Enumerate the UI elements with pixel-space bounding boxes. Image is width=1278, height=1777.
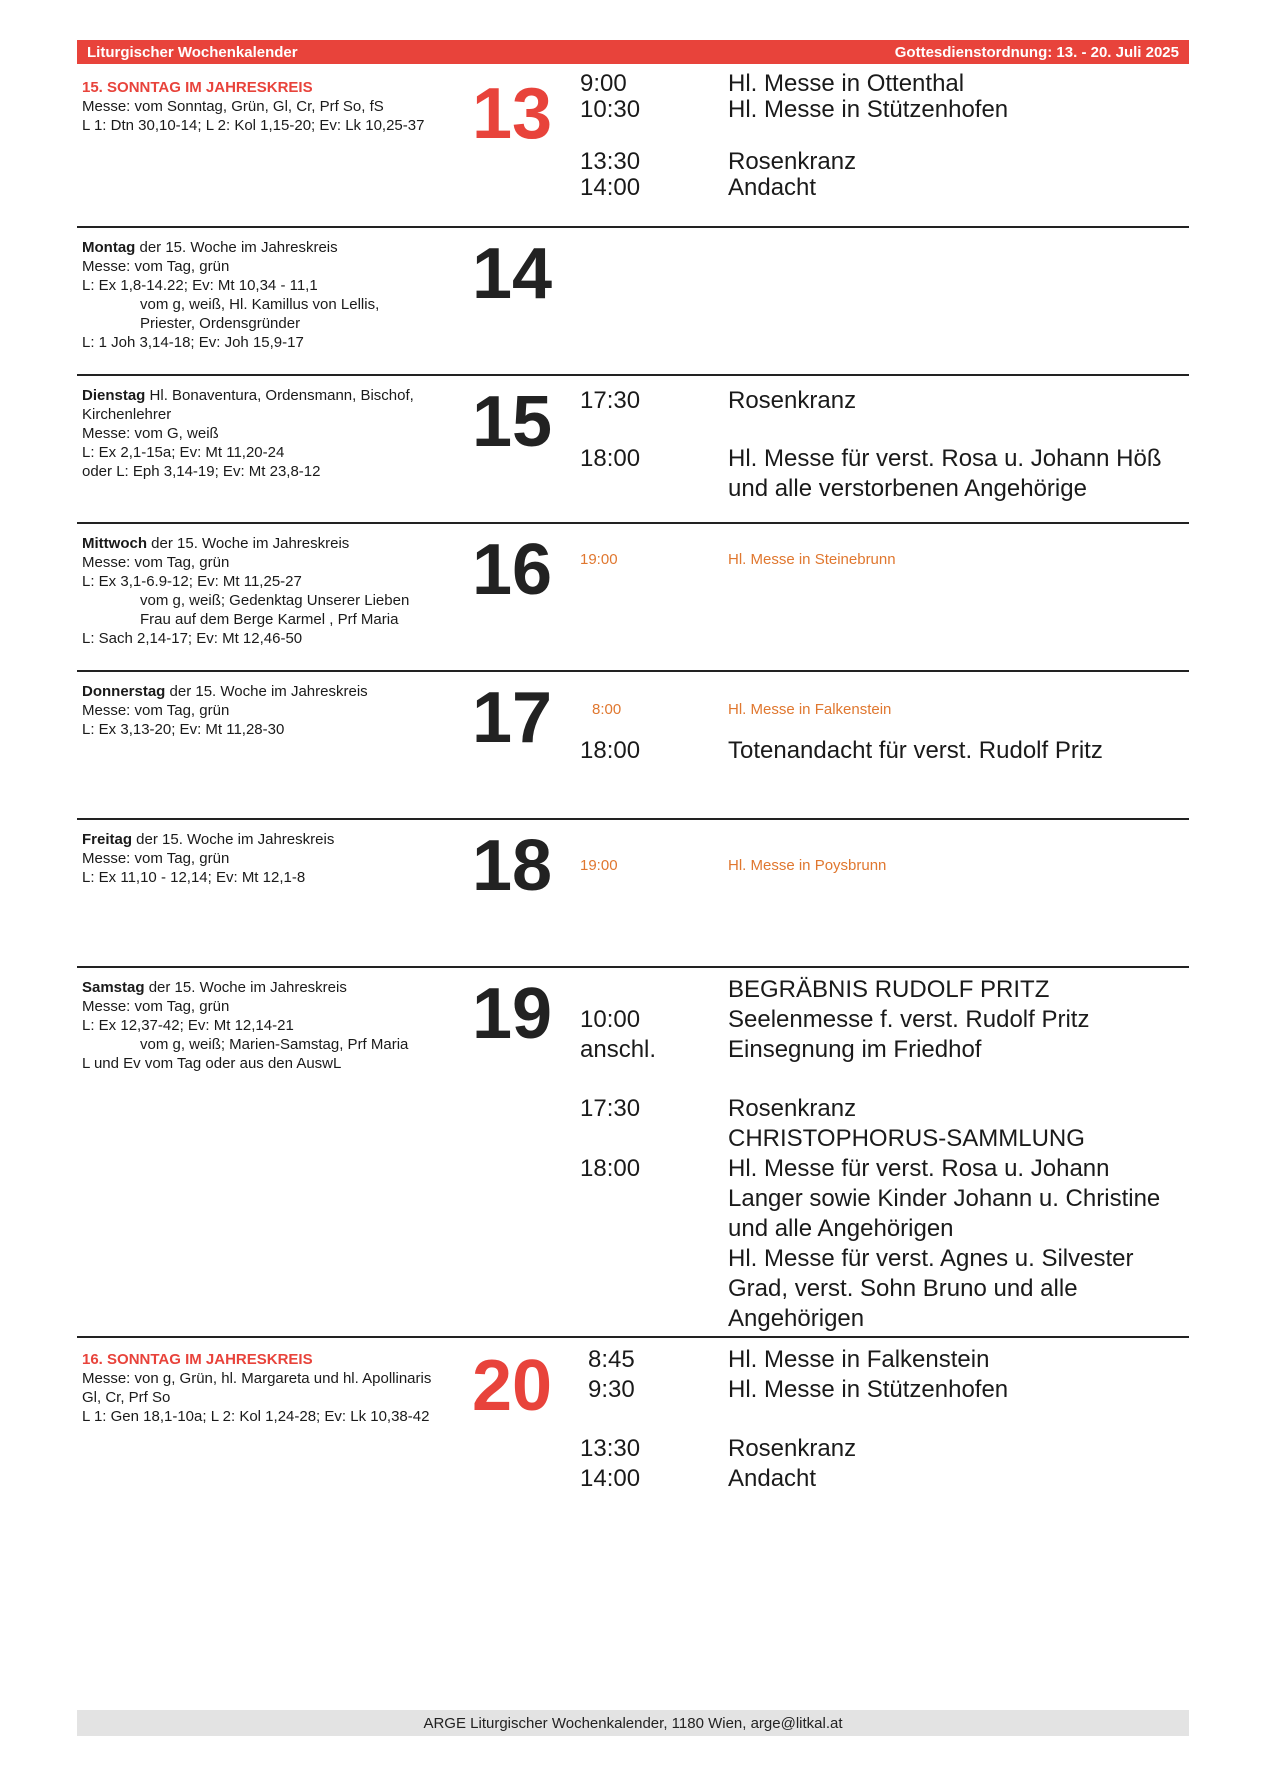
entry-text: Einsegnung im Friedhof bbox=[728, 1036, 982, 1063]
day-info-line: Messe: vom G, weiß bbox=[82, 425, 219, 442]
day-info-line: L: Ex 12,37-42; Ev: Mt 12,14-21 bbox=[82, 1017, 294, 1034]
entry-time: 19:00 bbox=[580, 857, 618, 874]
day-info-line: L 1: Dtn 30,10-14; L 2: Kol 1,15-20; Ev: Lk 10,25-37 bbox=[82, 117, 425, 134]
entry-time: 13:30 bbox=[580, 148, 641, 175]
day-info-line: Montag der 15. Woche im Jahreskreis bbox=[82, 239, 338, 256]
day-info-line: Messe: vom Tag, grün bbox=[82, 998, 230, 1015]
day-number: 20 bbox=[472, 1346, 553, 1426]
day-info-line: vom g, weiß; Gedenktag Unserer Lieben bbox=[140, 592, 410, 609]
day-info-line: Samstag der 15. Woche im Jahreskreis bbox=[82, 979, 347, 996]
day-title: Montag bbox=[82, 239, 136, 256]
entry-text: Rosenkranz bbox=[728, 387, 857, 414]
day-title: 16. SONNTAG IM JAHRESKREIS bbox=[82, 1351, 313, 1368]
day-info-line: Donnerstag der 15. Woche im Jahreskreis bbox=[82, 683, 368, 700]
day-info-line: Messe: vom Tag, grün bbox=[82, 554, 230, 571]
entry-time: 8:45 bbox=[588, 1346, 635, 1373]
day-info-line: Messe: vom Sonntag, Grün, Gl, Cr, Prf So, fS bbox=[82, 98, 384, 115]
day-info-line: vom g, weiß, Hl. Kamillus von Lellis, bbox=[140, 296, 380, 313]
day-info-line: L: Ex 3,1-6.9-12; Ev: Mt 11,25-27 bbox=[82, 573, 302, 590]
day-info bbox=[82, 830, 462, 887]
day-title: Freitag bbox=[82, 831, 133, 848]
day-number: 13 bbox=[472, 74, 553, 154]
entry-time: 18:00 bbox=[580, 445, 641, 472]
day-number: 14 bbox=[472, 234, 553, 314]
day-number: 19 bbox=[472, 974, 553, 1054]
day-info bbox=[82, 1350, 462, 1426]
day-divider bbox=[77, 522, 1189, 524]
day-info-line: L: Ex 11,10 - 12,14; Ev: Mt 12,1-8 bbox=[82, 869, 306, 886]
entry-time: 13:30 bbox=[580, 1435, 641, 1462]
entry-time: 18:00 bbox=[580, 737, 641, 764]
entry-text: Hl. Messe in Stützenhofen bbox=[728, 96, 1009, 123]
entry-time: 19:00 bbox=[580, 551, 618, 568]
day-divider bbox=[77, 1336, 1189, 1338]
day-16 bbox=[77, 530, 1189, 664]
day-divider bbox=[77, 818, 1189, 820]
header-right-title: Gottesdienstordnung: 13. - 20. Juli 2025 bbox=[894, 43, 1179, 61]
entry-text: Rosenkranz bbox=[728, 148, 857, 175]
entry-text: Andacht bbox=[728, 174, 817, 201]
day-info-line: Messe: vom Tag, grün bbox=[82, 702, 230, 719]
entry-text: Hl. Messe für verst. Rosa u. Johann bbox=[728, 1155, 1110, 1182]
day-number: 17 bbox=[472, 678, 553, 758]
day-info-line: L: 1 Joh 3,14-18; Ev: Joh 15,9-17 bbox=[82, 334, 304, 351]
entry-text: Hl. Messe in Falkenstein bbox=[728, 1346, 990, 1373]
day-info-line: L: Ex 2,1-15a; Ev: Mt 11,20-24 bbox=[82, 444, 285, 461]
entry-text: Totenandacht für verst. Rudolf Pritz bbox=[728, 737, 1103, 764]
day-info-line: L: Ex 1,8-14.22; Ev: Mt 10,34 - 11,1 bbox=[82, 277, 318, 294]
entry-text: Hl. Messe in Stützenhofen bbox=[728, 1376, 1009, 1403]
day-info-line: Messe: vom Tag, grün bbox=[82, 850, 230, 867]
entry-text: Hl. Messe in Falkenstein bbox=[728, 701, 892, 718]
entry-time: 9:00 bbox=[580, 70, 627, 97]
day-title: Donnerstag bbox=[82, 683, 166, 700]
entry-time: 10:30 bbox=[580, 96, 641, 123]
day-19 bbox=[77, 974, 1189, 1338]
entry-text: Andacht bbox=[728, 1465, 817, 1492]
entry-time: 17:30 bbox=[580, 387, 641, 414]
entry-text: Hl. Messe in Steinebrunn bbox=[728, 551, 896, 568]
entry-text: CHRISTOPHORUS-SAMMLUNG bbox=[728, 1125, 1085, 1152]
footer-bar bbox=[77, 1710, 1189, 1736]
day-15 bbox=[77, 382, 1189, 516]
day-divider bbox=[77, 966, 1189, 968]
day-info-line: Gl, Cr, Prf So bbox=[82, 1389, 171, 1406]
entry-text: Hl. Messe in Ottenthal bbox=[728, 70, 965, 97]
entry-text: und alle verstorbenen Angehörige bbox=[728, 475, 1087, 502]
entry-time: 17:30 bbox=[580, 1095, 641, 1122]
entry-text: und alle Angehörigen bbox=[728, 1215, 954, 1242]
day-info-line: Messe: von g, Grün, hl. Margareta und hl. Apollinaris bbox=[82, 1370, 432, 1387]
entry-time: 8:00 bbox=[592, 701, 622, 718]
day-divider bbox=[77, 374, 1189, 376]
day-14 bbox=[77, 234, 1189, 368]
entry-time: 9:30 bbox=[588, 1376, 635, 1403]
entry-time: 18:00 bbox=[580, 1155, 641, 1182]
day-info-line: vom g, weiß; Marien-Samstag, Prf Maria bbox=[140, 1036, 409, 1053]
day-info-line: Kirchenlehrer bbox=[82, 406, 172, 423]
entry-text: Grad, verst. Sohn Bruno und alle bbox=[728, 1275, 1078, 1302]
day-number: 16 bbox=[472, 530, 553, 610]
entry-time: 14:00 bbox=[580, 1465, 641, 1492]
entry-text: Angehörigen bbox=[728, 1305, 865, 1332]
day-info-line: Frau auf dem Berge Karmel , Prf Maria bbox=[140, 611, 399, 628]
day-title: Samstag bbox=[82, 979, 145, 996]
day-info-line: L: Ex 3,13-20; Ev: Mt 11,28-30 bbox=[82, 721, 285, 738]
day-number: 15 bbox=[472, 382, 553, 462]
day-info bbox=[82, 534, 462, 648]
day-info-line: L und Ev vom Tag oder aus den AuswL bbox=[82, 1055, 342, 1072]
day-13 bbox=[77, 70, 1189, 202]
entry-text: Hl. Messe in Poysbrunn bbox=[728, 857, 887, 874]
day-divider bbox=[77, 670, 1189, 672]
day-18 bbox=[77, 826, 1189, 960]
entry-time: 14:00 bbox=[580, 174, 641, 201]
day-info-line: Mittwoch der 15. Woche im Jahreskreis bbox=[82, 535, 350, 552]
entry-text: Hl. Messe für verst. Agnes u. Silvester bbox=[728, 1245, 1134, 1272]
day-info-line: Dienstag Hl. Bonaventura, Ordensmann, Bischof, bbox=[82, 387, 414, 404]
day-20 bbox=[77, 1346, 1189, 1500]
entry-text: Rosenkranz bbox=[728, 1435, 857, 1462]
header-left-title: Liturgischer Wochenkalender bbox=[87, 43, 298, 61]
day-17 bbox=[77, 678, 1189, 812]
day-info bbox=[82, 978, 462, 1073]
entry-text: Hl. Messe für verst. Rosa u. Johann Höß bbox=[728, 445, 1162, 472]
day-info-line: L: Sach 2,14-17; Ev: Mt 12,46-50 bbox=[82, 630, 303, 647]
header-bar bbox=[77, 40, 1189, 64]
day-title: Mittwoch bbox=[82, 535, 147, 552]
day-info bbox=[82, 78, 462, 135]
day-number: 18 bbox=[472, 826, 553, 906]
day-info-line: Freitag der 15. Woche im Jahreskreis bbox=[82, 831, 335, 848]
day-title: Dienstag bbox=[82, 387, 146, 404]
entry-time: 10:00 bbox=[580, 1006, 641, 1033]
entry-text: Rosenkranz bbox=[728, 1095, 857, 1122]
entry-text: Seelenmesse f. verst. Rudolf Pritz bbox=[728, 1006, 1090, 1033]
day-divider bbox=[77, 226, 1189, 228]
entry-text: BEGRÄBNIS RUDOLF PRITZ bbox=[728, 976, 1050, 1003]
footer-text: ARGE Liturgischer Wochenkalender, 1180 Wien, arge@litkal.at bbox=[423, 1714, 843, 1732]
day-info-line: Messe: vom Tag, grün bbox=[82, 258, 230, 275]
day-info bbox=[82, 682, 462, 739]
day-title: 15. SONNTAG IM JAHRESKREIS bbox=[82, 79, 313, 96]
day-info-line: oder L: Eph 3,14-19; Ev: Mt 23,8-12 bbox=[82, 463, 321, 480]
entry-text: Langer sowie Kinder Johann u. Christine bbox=[728, 1185, 1161, 1212]
day-info-line: Priester, Ordensgründer bbox=[140, 315, 301, 332]
entry-time: anschl. bbox=[580, 1036, 657, 1063]
day-info bbox=[82, 238, 462, 352]
day-info bbox=[82, 386, 462, 481]
day-info-line: L 1: Gen 18,1-10a; L 2: Kol 1,24-28; Ev: Lk 10,38-42 bbox=[82, 1408, 430, 1425]
